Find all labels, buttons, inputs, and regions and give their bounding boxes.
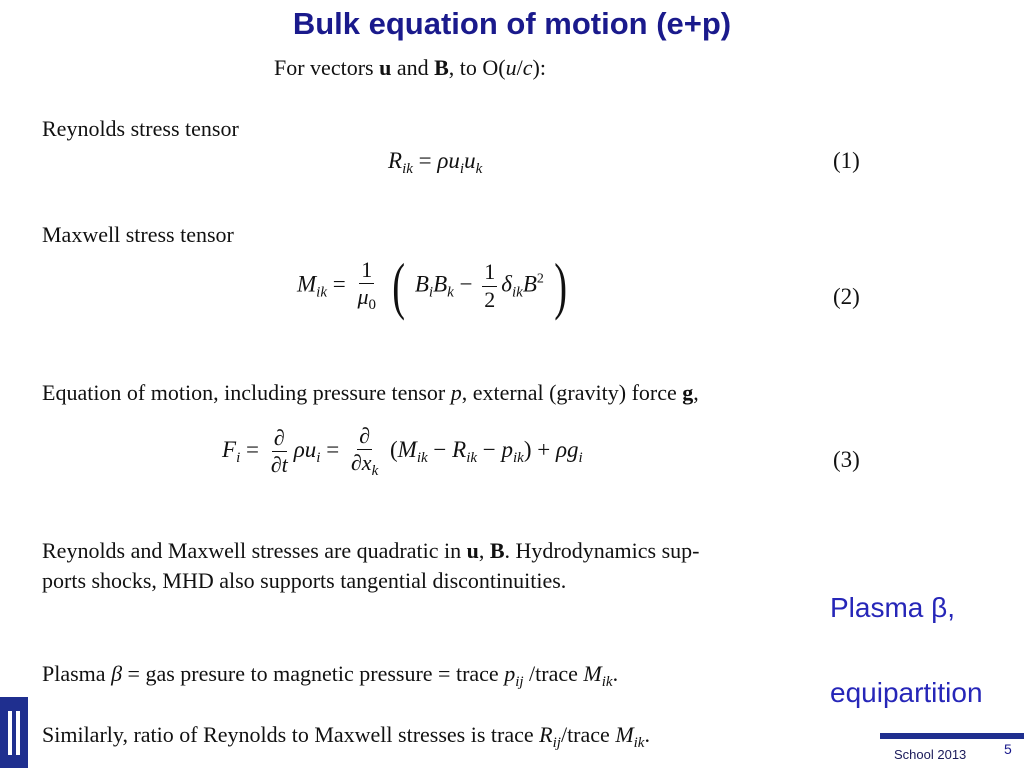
footer-text: School 2013 [894,747,967,762]
intro-line: For vectors u and B, to O(u/c): [274,55,546,80]
equation-3-number: (3) [833,447,860,472]
side-note-equipartition: equipartition [830,677,983,708]
slide-title: Bulk equation of motion (e+p) [292,6,732,41]
logo-mark [8,711,20,755]
motion-label: Equation of motion, including pressure tensor p, external (gravity) force g, [42,380,699,405]
equation-1: $R_{ik} = \rho u_iu_k$ [388,148,483,177]
quadratic-line-1: Reynolds and Maxwell stresses are quadratic in u, B. Hydrodynamics sup- [42,538,700,563]
page-number: 5 [1004,741,1012,757]
quadratic-line-2: ports shocks, MHD also supports tangential discontinuities. [42,568,567,593]
side-note-plasma-beta: Plasma β, [830,592,956,623]
equation-2: $M_{ik}$ = $\frac{1}{\mu_0}$ ( $B_iB_k$ − $\frac{1}{2}$ $\delta_{ik}B^2$ ) [297,250,567,321]
equation-2-number: (2) [833,284,860,309]
reynolds-label: Reynolds stress tensor [42,116,239,141]
similarly-line: Similarly, ratio of Reynolds to Maxwell stresses is trace $R_{ij}$/trace $M_{ik}$. [42,722,650,751]
logo-bar [0,697,28,768]
footer-bar [880,733,1024,739]
plasma-beta-line: Plasma β = gas presure to magnetic pressure = trace $p_{ij}$ /trace $M_{ik}$. [42,661,619,690]
maxwell-label: Maxwell stress tensor [42,222,234,247]
equation-3: $F_i$ = $\frac{\partial}{\partial t}$ $\rho u_i$ = $\frac{\partial}{\partial x_k}$ $(M_{ik} - R_{ik} - p_{ik}) + \rho g_i$ [222,423,583,480]
equation-1-number: (1) [833,148,860,173]
